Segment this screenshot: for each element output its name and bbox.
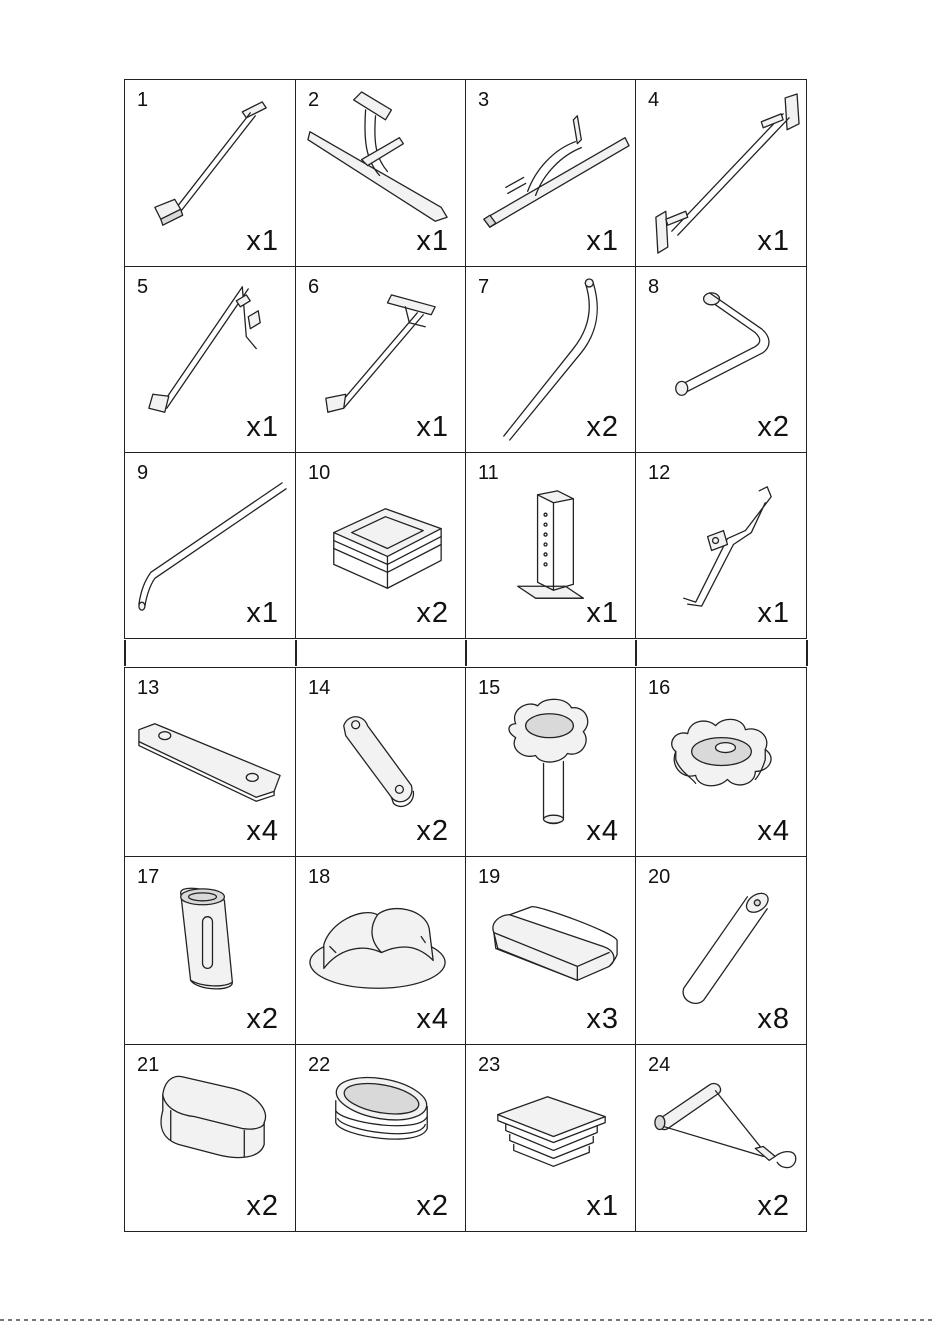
part-quantity: x1 — [757, 597, 790, 629]
part-number: 18 — [308, 866, 331, 888]
part-quantity: x1 — [586, 225, 619, 257]
part-cell — [466, 453, 636, 639]
part-quantity: x1 — [757, 225, 790, 257]
part-number: 5 — [137, 276, 149, 298]
part-cell — [296, 267, 466, 453]
part-number: 14 — [308, 677, 331, 699]
part-cell — [466, 857, 636, 1045]
part-quantity: x2 — [757, 1190, 790, 1222]
part-number: 21 — [137, 1054, 160, 1076]
part-number: 4 — [648, 89, 660, 111]
part-quantity: x4 — [586, 815, 619, 847]
part-quantity: x2 — [416, 597, 449, 629]
part-cell — [636, 857, 807, 1045]
part-quantity: x1 — [416, 225, 449, 257]
part-number: 8 — [648, 276, 660, 298]
part-number: 7 — [478, 276, 490, 298]
part-number: 1 — [137, 89, 149, 111]
part-number: 2 — [308, 89, 320, 111]
part-number: 13 — [137, 677, 160, 699]
part-cell — [296, 1045, 466, 1232]
part-number: 19 — [478, 866, 501, 888]
parts-grid-upper — [124, 79, 807, 639]
part-number: 3 — [478, 89, 490, 111]
part-number: 16 — [648, 677, 671, 699]
part-cell — [636, 267, 807, 453]
part-cell — [466, 80, 636, 267]
part-number: 23 — [478, 1054, 501, 1076]
part-quantity: x8 — [757, 1003, 790, 1035]
part-cell — [466, 267, 636, 453]
part-number: 22 — [308, 1054, 331, 1076]
part-cell — [636, 80, 807, 267]
part-quantity: x1 — [246, 225, 279, 257]
part-quantity: x1 — [416, 411, 449, 443]
part-number: 9 — [137, 462, 149, 484]
part-cell — [125, 453, 296, 639]
part-cell — [296, 668, 466, 857]
part-quantity: x2 — [586, 411, 619, 443]
part-cell — [296, 453, 466, 639]
part-number: 6 — [308, 276, 320, 298]
part-cell — [636, 1045, 807, 1232]
part-quantity: x2 — [246, 1003, 279, 1035]
part-number: 24 — [648, 1054, 671, 1076]
part-number: 17 — [137, 866, 160, 888]
part-quantity: x4 — [757, 815, 790, 847]
part-quantity: x1 — [586, 597, 619, 629]
part-quantity: x1 — [586, 1190, 619, 1222]
part-cell — [636, 453, 807, 639]
part-quantity: x2 — [246, 1190, 279, 1222]
part-cell — [466, 668, 636, 857]
part-quantity: x3 — [586, 1003, 619, 1035]
part-quantity: x2 — [416, 815, 449, 847]
part-quantity: x1 — [246, 411, 279, 443]
page-bottom-border — [0, 1319, 932, 1321]
part-cell — [125, 267, 296, 453]
part-number: 11 — [478, 462, 499, 484]
part-number: 10 — [308, 462, 331, 484]
part-cell — [636, 668, 807, 857]
part-cell — [125, 857, 296, 1045]
part-number: 15 — [478, 677, 501, 699]
part-cell — [125, 1045, 296, 1232]
grid-divider — [124, 640, 808, 666]
part-cell — [125, 668, 296, 857]
part-quantity: x2 — [416, 1190, 449, 1222]
part-quantity: x4 — [246, 815, 279, 847]
part-quantity: x2 — [757, 411, 790, 443]
part-cell — [296, 80, 466, 267]
part-quantity: x4 — [416, 1003, 449, 1035]
part-cell — [125, 80, 296, 267]
part-number: 12 — [648, 462, 671, 484]
part-cell — [466, 1045, 636, 1232]
part-quantity: x1 — [246, 597, 279, 629]
part-cell — [296, 857, 466, 1045]
part-number: 20 — [648, 866, 671, 888]
parts-grid-lower — [124, 667, 807, 1232]
